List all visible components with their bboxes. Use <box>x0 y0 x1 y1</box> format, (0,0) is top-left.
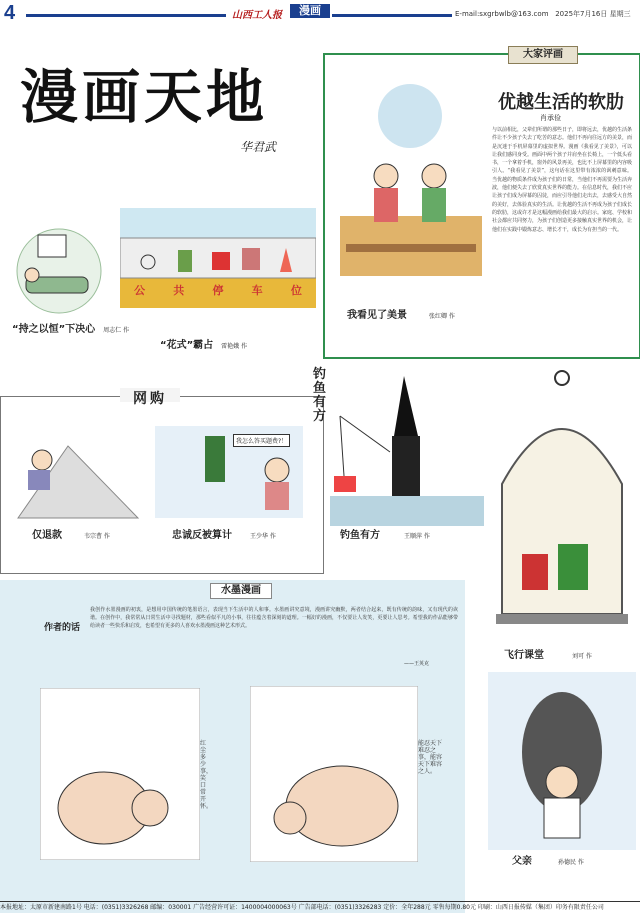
header-date: 2025年7月16日 星期三 <box>555 10 631 18</box>
parking-sign-text: 公 共 停 车 位 <box>134 284 302 297</box>
review-byline: 肖承俭 <box>540 114 561 122</box>
caption-fishing: 钓鱼有方 王顺萍 作 <box>340 530 430 541</box>
essay-title: 作者的话 <box>44 623 81 633</box>
caption-scenery: 我看见了美景 张红卿 作 <box>347 310 455 321</box>
page-footer: 本报地址：太原市新建南路1号 电话：(0351)3326268 邮编：030001 广告经营许可证：1400004000063号 广告部电话：(0351)3326283 定价：全年288元 零售每期0.80元 印刷：山西日报传媒（集团）印务有限责任公司 <box>0 901 640 914</box>
page-title: 漫画天地 <box>20 63 269 131</box>
cartoon-father-illustration <box>488 672 636 850</box>
section-label: 漫画 <box>290 4 330 18</box>
loyalty-speech-bubble: 我怎么答买题费?！ <box>233 434 290 447</box>
caption-resolve: “持之以恒”下决心 周志仁 作 <box>12 324 130 335</box>
review-tag: 大家评画 <box>508 46 578 64</box>
review-body: 与以前相比，父辈们所谓的那些日子，即将远去，优越的生活条件让不少孩子失去了吃苦的意志。他们不再向往远方的美景，而是沉迷于手机屏幕里的虚拟世界。漫画《我看见了美景》，可以让我们感同身受。画面中两个孩子并肩坐在长椅上，一个低头看书，一个拿着手机，窗外的风景再美，也比不上屏幕里的内容吸引人。“我看见了美景”，这句话在这里带有浓浓的讽刺意味。当优越的物质条件成为孩子们的日常，当他们不再需要为生活奔波，他们便失去了欣赏真实世界的能力。在信息时代，我们不应让孩子们成为屏幕的囚徒，而应引导他们走出去，去感受大自然的美好，去体验真实的生活。让优越的生活不再成为孩子们成长的软肋，这或许才是这幅漫画给我们最大的启示。家庭、学校和社会都应共同努力，为孩子们创造更多接触真实世界的机会，让他们在实践中锻炼意志、增长才干，成长为有担当的一代。 <box>492 127 633 233</box>
masthead: 山西工人报 <box>232 10 282 21</box>
ink-poem-right: 能忍天下难忍之事，能容天下难容之人。 <box>418 740 443 775</box>
cartoon-scenery-illustration <box>340 66 482 298</box>
ink-section-title: 水墨漫画 <box>210 583 272 599</box>
page-header <box>0 0 640 24</box>
cartoon-resolve-illustration <box>8 225 110 315</box>
essay-author: ——王英克 <box>404 661 430 667</box>
ink-poem-left: 红尘多少事，笑口常开怀。 <box>200 740 213 810</box>
review-title: 优越生活的软肋 <box>498 92 624 113</box>
header-meta <box>455 9 631 19</box>
essay-body: 我创作水墨漫画的初衷，是想用中国传统的笔墨语言，表现当下生活中的人和事。水墨画讲究意境，漫画讲究幽默，两者结合起来，既有传统的韵味，又有现代的诙谐。在创作中，我常常从日常生活中寻找题材，那些看似平凡的小事，往往蕴含着深刻的道理。一幅好的漫画，不仅要让人发笑，更要让人思考。希望我的作品能够带给读者一些快乐和启发，也希望有更多的人喜欢水墨漫画这种艺术形式。 <box>90 607 458 629</box>
cartoon-refund-illustration <box>8 426 144 522</box>
caption-parking: “花式”霸占 雷艳娥 作 <box>160 340 248 351</box>
page-number: 4 <box>4 2 16 24</box>
cartoon-cage-illustration <box>488 364 636 644</box>
caption-loyalty: 忠诚反被算计 王少华 作 <box>172 530 276 541</box>
title-signature: 华君武 <box>240 140 277 154</box>
caption-father: 父亲 孙德民 作 <box>512 856 584 867</box>
cartoon-fishing-illustration <box>330 366 484 526</box>
online-shopping-title: 网购 <box>120 388 180 402</box>
fishing-calligraphy: 钓鱼有方 <box>313 367 327 424</box>
header-rule-2 <box>332 14 452 17</box>
caption-cage: 飞行课堂 刘可 作 <box>504 650 592 661</box>
ink-painting-right <box>250 686 418 862</box>
header-email: E-mail:sxgrbwlb@163.com <box>455 10 549 18</box>
caption-refund: 仅退款 韦宗曹 作 <box>32 530 110 541</box>
header-rule <box>26 14 226 17</box>
ink-painting-left <box>40 688 200 860</box>
